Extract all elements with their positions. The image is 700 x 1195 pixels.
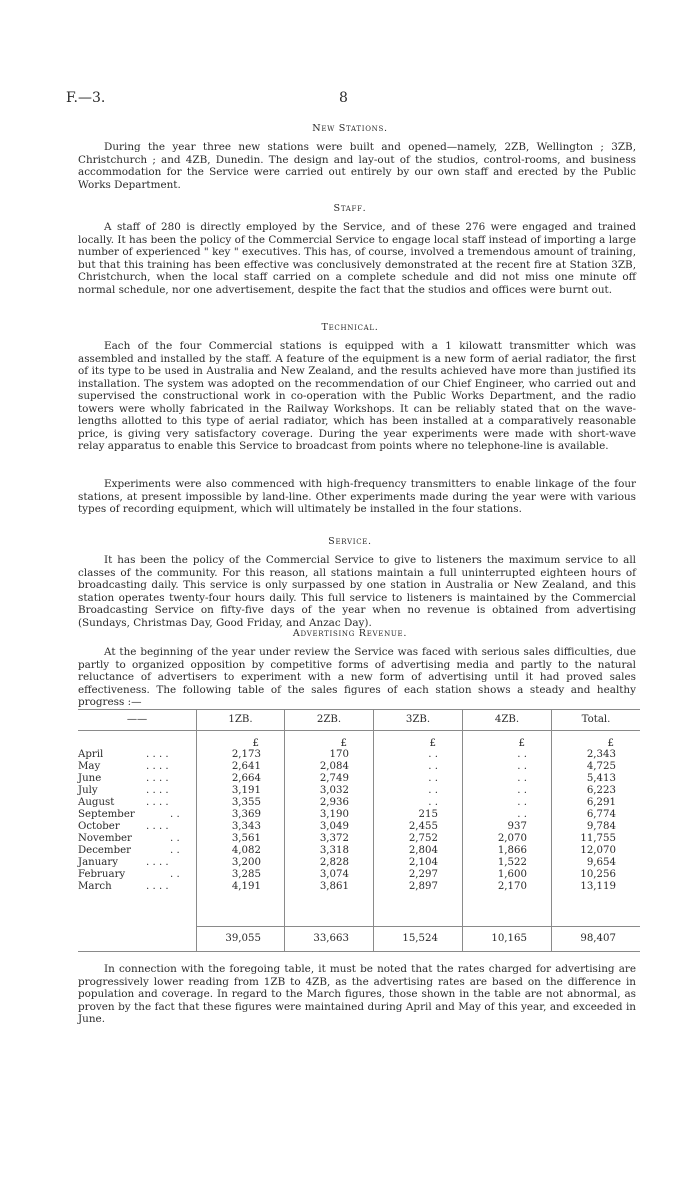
column-header-4zb: 4ZB. xyxy=(494,714,520,725)
row-leader: . . . . xyxy=(146,857,169,868)
cell-3zb: . . xyxy=(428,785,438,796)
document-reference: F.—3. xyxy=(66,90,106,106)
cell-4zb: 1,866 xyxy=(497,845,527,856)
table-header-rule xyxy=(78,730,640,731)
cell-4zb: 937 xyxy=(507,821,527,832)
cell-4zb: 1,600 xyxy=(497,869,527,880)
total-all: 98,407 xyxy=(580,933,616,944)
cell-total: 6,223 xyxy=(586,785,616,796)
row-leader: . . . . xyxy=(146,821,169,832)
paragraph-closing: In connection with the foregoing table, it must be noted that the rates charged for advertising are progressively lower reading from 1ZB to 4ZB, as the advertising rates are based on the difference in population and coverage. In regard to the March figures, those shown in the table are not abnormal, as proven by the fact that these figures were maintained during April and May of this year, and exceeded in June. xyxy=(78,963,636,1025)
cell-2zb: 3,190 xyxy=(319,809,349,820)
cell-total: 10,256 xyxy=(580,869,616,880)
cell-3zb: . . xyxy=(428,773,438,784)
row-leader: . . . . xyxy=(146,881,169,892)
currency-1zb: £ xyxy=(252,738,259,749)
row-label: December xyxy=(78,845,132,856)
total-3zb: 15,524 xyxy=(402,933,438,944)
cell-2zb: 170 xyxy=(329,749,349,760)
cell-1zb: 4,191 xyxy=(231,881,261,892)
table-stub-header: —— xyxy=(126,714,148,725)
cell-total: 4,725 xyxy=(586,761,616,772)
cell-4zb: 2,170 xyxy=(497,881,527,892)
cell-1zb: 3,343 xyxy=(231,821,261,832)
column-header-3zb: 3ZB. xyxy=(405,714,431,725)
paragraph-technical-2: Experiments were also commenced with high-frequency transmitters to enable linkage of the four stations, at present impossible by land-line. Other experiments made during the year were with various types of recording equipment, which will ultimately be installed in the four stations. xyxy=(78,478,636,515)
cell-3zb: 2,804 xyxy=(408,845,438,856)
paragraph-advertising: At the beginning of the year under review the Service was faced with serious sales difficulties, due partly to organized opposition by competitive forms of advertising media and partly to the natural reluctance of advertisers to experiment with a new form of advertising until it had proved sales effectiveness. The following table of the sales figures of each station shows a steady and healthy progress :— xyxy=(78,646,636,708)
page-number: 8 xyxy=(339,90,348,106)
cell-3zb: 2,297 xyxy=(408,869,438,880)
row-label: October xyxy=(78,821,120,832)
cell-2zb: 3,049 xyxy=(319,821,349,832)
row-leader: . . xyxy=(170,833,180,844)
cell-1zb: 2,641 xyxy=(231,761,261,772)
row-leader: . . . . xyxy=(146,749,169,760)
cell-1zb: 4,082 xyxy=(231,845,261,856)
row-label: March xyxy=(78,881,112,892)
total-1zb: 39,055 xyxy=(225,933,261,944)
cell-total: 13,119 xyxy=(580,881,616,892)
row-leader: . . xyxy=(170,809,180,820)
cell-2zb: 3,861 xyxy=(319,881,349,892)
cell-1zb: 3,285 xyxy=(231,869,261,880)
heading-new-stations: New Stations. xyxy=(312,123,388,134)
total-4zb: 10,165 xyxy=(491,933,527,944)
table-total-rule xyxy=(197,926,640,927)
cell-3zb: 2,752 xyxy=(408,833,438,844)
cell-3zb: . . xyxy=(428,797,438,808)
cell-1zb: 3,561 xyxy=(231,833,261,844)
cell-total: 6,291 xyxy=(586,797,616,808)
cell-4zb: . . xyxy=(517,809,527,820)
currency-4zb: £ xyxy=(518,738,525,749)
paragraph-new-stations: During the year three new stations were built and opened—namely, 2ZB, Wellington ; 3ZB, Christchurch ; and 4ZB, Dunedin. The design and lay-out of the studios, control-rooms, and business accommodation for the Service were carried out entirely by our own staff and erected by the Public Works Department. xyxy=(78,141,636,191)
cell-total: 9,784 xyxy=(586,821,616,832)
row-leader: . . . . xyxy=(146,785,169,796)
cell-1zb: 3,369 xyxy=(231,809,261,820)
currency-total: £ xyxy=(607,738,614,749)
cell-2zb: 3,074 xyxy=(319,869,349,880)
row-label: May xyxy=(78,761,101,772)
cell-3zb: 2,455 xyxy=(408,821,438,832)
cell-2zb: 2,749 xyxy=(319,773,349,784)
cell-total: 11,755 xyxy=(580,833,616,844)
paragraph-service: It has been the policy of the Commercial Service to give to listeners the maximum service to all classes of the community. For this reason, all stations maintain a full uninterrupted eighteen hours of broadcasting daily. This service is only surpassed by one station in Australia or New Zealand, and this station operates twenty-four hours daily. This full service to listeners is maintained by the Commercial Broadcasting Service on fifty-five days of the year when no revenue is obtained from advertising (Sundays, Christmas Day, Good Friday, and Anzac Day). xyxy=(78,554,636,629)
row-label: January xyxy=(78,857,118,868)
paragraph-staff: A staff of 280 is directly employed by the Service, and of these 276 were engaged and trained locally. It has been the policy of the Commercial Service to engage local staff instead of importing a large number of experienced " key " executives. This has, of course, involved a tremendous amount of training, but that this training has been effective was conclusively demonstrated at the recent fire at Station 3ZB, Christchurch, when the local staff carried on a complete schedule and did not miss one minute off normal schedule, nor one advertisement, despite the fact that the studios and offices were burnt out. xyxy=(78,221,636,296)
cell-1zb: 3,200 xyxy=(231,857,261,868)
cell-total: 6,774 xyxy=(586,809,616,820)
row-label: February xyxy=(78,869,126,880)
paragraph-technical-1: Each of the four Commercial stations is equipped with a 1 kilowatt transmitter which was assembled and installed by the staff. A feature of the equipment is a new form of aerial radiator, the first of its type to be used in Australia and New Zealand, and the results achieved have more than justified its installation. The system was adopted on the recommendation of our Chief Engineer, who carried out and supervised the constructional work in co-operation with the Public Works Department, and the radio towers were wholly fabricated in the Railway Workshops. It can be reliably stated that on the wave-lengths allotted to this type of aerial radiator, which has been installed at a comparatively reasonable price, is giving very satisfactory coverage. During the year experiments were made with short-wave relay apparatus to enable this Service to broadcast from points where no telephone-line is available. xyxy=(78,340,636,452)
column-header-2zb: 2ZB. xyxy=(316,714,342,725)
cell-total: 12,070 xyxy=(580,845,616,856)
row-leader: . . xyxy=(170,845,180,856)
cell-3zb: 215 xyxy=(418,809,438,820)
row-leader: . . xyxy=(170,869,180,880)
currency-2zb: £ xyxy=(340,738,347,749)
cell-total: 9,654 xyxy=(586,857,616,868)
cell-1zb: 2,664 xyxy=(231,773,261,784)
cell-3zb: 2,104 xyxy=(408,857,438,868)
cell-2zb: 3,032 xyxy=(319,785,349,796)
row-label: June xyxy=(78,773,102,784)
row-leader: . . . . xyxy=(146,797,169,808)
cell-2zb: 3,318 xyxy=(319,845,349,856)
table-bottom-rule xyxy=(78,951,640,952)
cell-1zb: 3,355 xyxy=(231,797,261,808)
cell-4zb: . . xyxy=(517,773,527,784)
heading-service: Service. xyxy=(328,536,372,547)
cell-3zb: 2,897 xyxy=(408,881,438,892)
cell-2zb: 3,372 xyxy=(319,833,349,844)
total-2zb: 33,663 xyxy=(313,933,349,944)
cell-1zb: 2,173 xyxy=(231,749,261,760)
cell-4zb: . . xyxy=(517,749,527,760)
row-leader: . . . . xyxy=(146,761,169,772)
table-top-rule xyxy=(78,709,640,710)
heading-technical: Technical. xyxy=(321,322,379,333)
heading-staff: Staff. xyxy=(333,203,367,214)
row-label: November xyxy=(78,833,132,844)
row-label: September xyxy=(78,809,135,820)
cell-4zb: . . xyxy=(517,785,527,796)
row-label: July xyxy=(78,785,98,796)
cell-4zb: 2,070 xyxy=(497,833,527,844)
cell-total: 2,343 xyxy=(586,749,616,760)
row-leader: . . . . xyxy=(146,773,169,784)
cell-4zb: . . xyxy=(517,797,527,808)
column-header-total: Total. xyxy=(581,714,611,725)
cell-1zb: 3,191 xyxy=(231,785,261,796)
heading-advertising-revenue: Advertising Revenue. xyxy=(292,628,408,639)
cell-total: 5,413 xyxy=(586,773,616,784)
cell-3zb: . . xyxy=(428,761,438,772)
row-label: April xyxy=(78,749,104,760)
cell-3zb: . . xyxy=(428,749,438,760)
cell-2zb: 2,828 xyxy=(319,857,349,868)
row-label: August xyxy=(78,797,115,808)
cell-4zb: . . xyxy=(517,761,527,772)
currency-3zb: £ xyxy=(429,738,436,749)
cell-2zb: 2,936 xyxy=(319,797,349,808)
cell-2zb: 2,084 xyxy=(319,761,349,772)
column-header-1zb: 1ZB. xyxy=(228,714,253,725)
cell-4zb: 1,522 xyxy=(497,857,527,868)
